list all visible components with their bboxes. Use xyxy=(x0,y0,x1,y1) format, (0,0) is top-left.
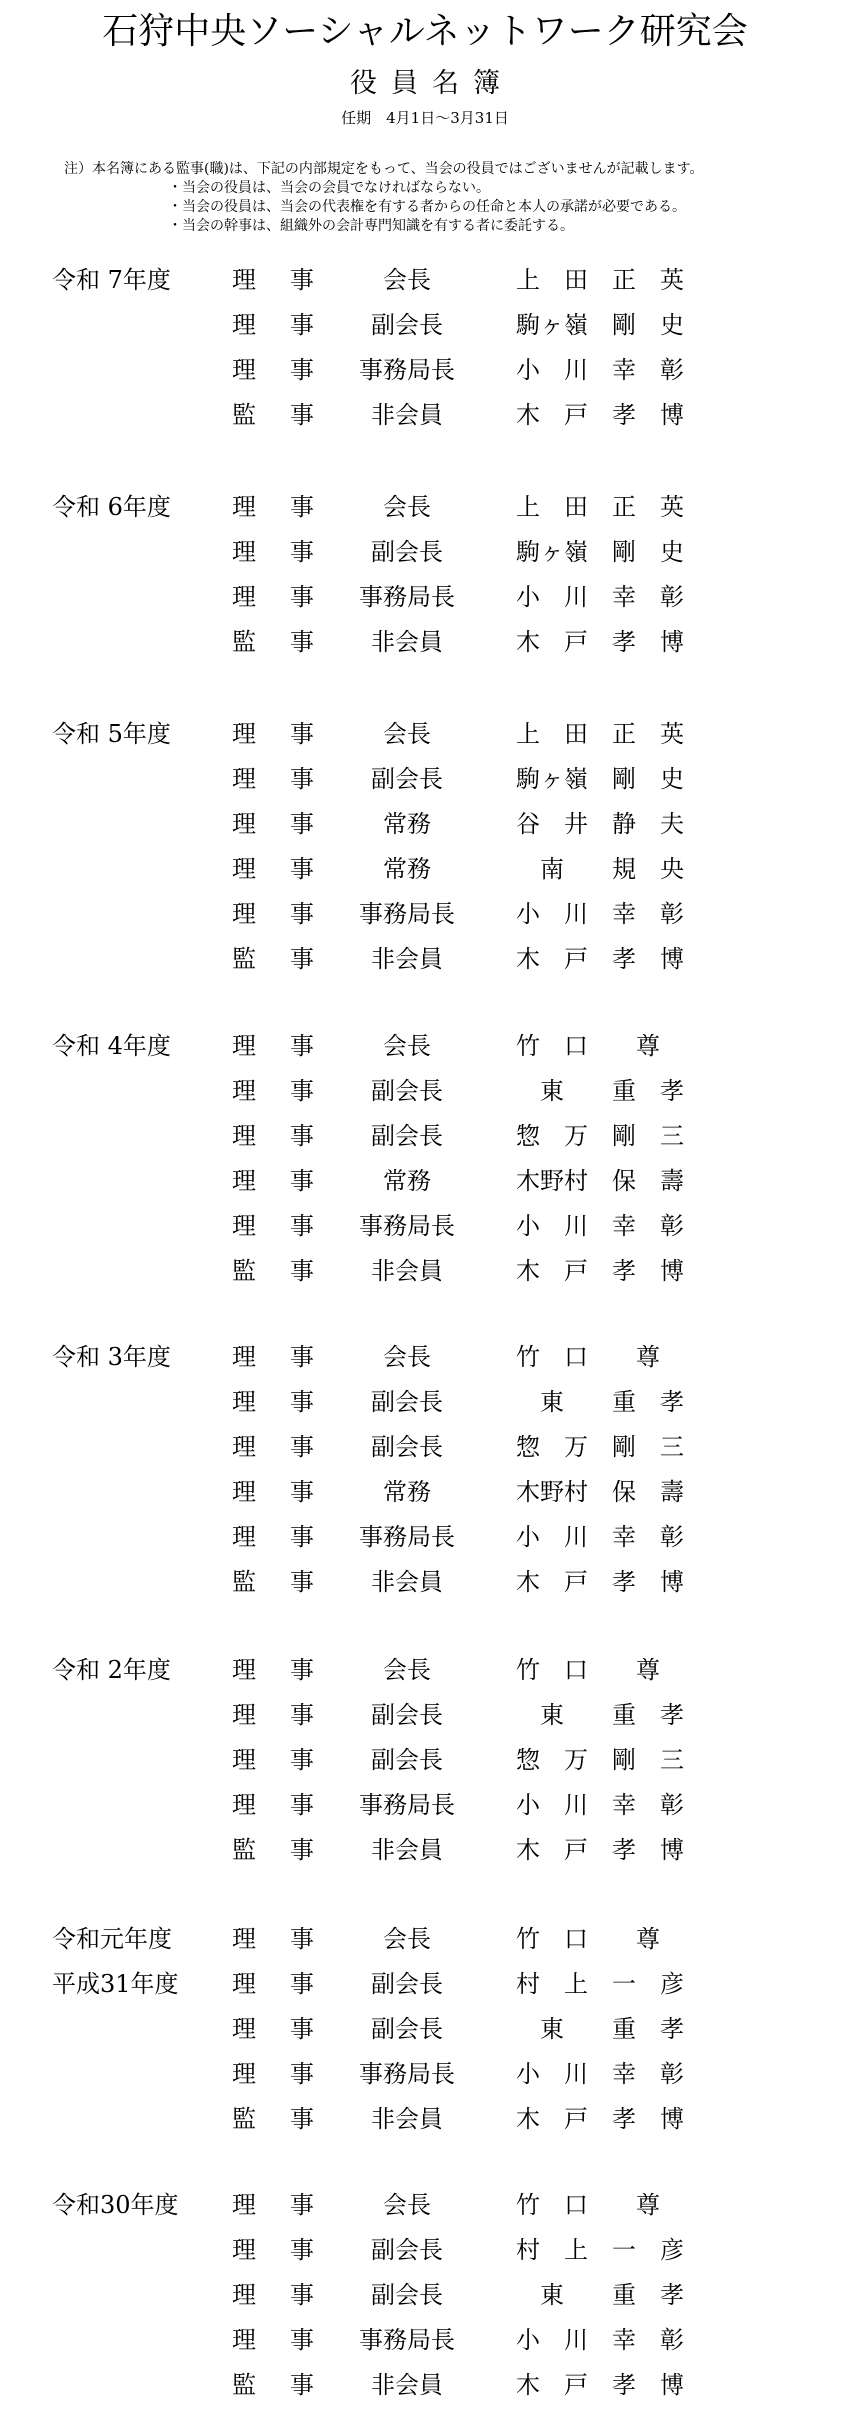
year-group xyxy=(0,485,850,665)
officer-role: 事務局長 xyxy=(359,1523,455,1551)
table-row xyxy=(0,1249,850,1294)
table-row xyxy=(0,2007,850,2052)
officer-name: 惣 万 剛 三 xyxy=(516,1122,684,1150)
officer-role: 副会長 xyxy=(371,1433,443,1461)
table-row xyxy=(0,530,850,575)
table-row xyxy=(0,1515,850,1560)
note-item: ・当会の幹事は、組織外の会計専門知識を有する者に委託する。 xyxy=(168,218,574,234)
table-row xyxy=(0,2052,850,2097)
year-label: 令和 7年度 xyxy=(52,266,171,294)
officer-role: 副会長 xyxy=(371,1122,443,1150)
table-row xyxy=(0,2273,850,2318)
officer-role: 副会長 xyxy=(371,538,443,566)
officer-name: 小 川 幸 彰 xyxy=(516,2060,684,2088)
officer-role: 非会員 xyxy=(371,401,443,429)
officer-name: 駒ヶ嶺 剛 史 xyxy=(516,538,684,566)
year-label: 令和 5年度 xyxy=(52,720,171,748)
position-title: 理事 xyxy=(232,720,314,748)
position-title: 理事 xyxy=(232,583,314,611)
table-row xyxy=(0,1380,850,1425)
table-row xyxy=(0,1917,850,1962)
position-title: 監事 xyxy=(232,2371,314,2399)
position-title: 理事 xyxy=(232,2236,314,2264)
officer-name: 惣 万 剛 三 xyxy=(516,1746,684,1774)
position-title: 理事 xyxy=(232,1433,314,1461)
officer-role: 常務 xyxy=(383,855,431,883)
officer-name: 小 川 幸 彰 xyxy=(516,356,684,384)
table-row xyxy=(0,2183,850,2228)
table-row xyxy=(0,712,850,757)
year-label: 平成31年度 xyxy=(52,1970,179,1998)
table-row xyxy=(0,1114,850,1159)
officer-role: 事務局長 xyxy=(359,900,455,928)
officer-name: 小 川 幸 彰 xyxy=(516,583,684,611)
year-group xyxy=(0,258,850,438)
year-label: 令和元年度 xyxy=(52,1925,172,1953)
officer-name: 南 規 央 xyxy=(516,855,684,883)
position-title: 理事 xyxy=(232,1478,314,1506)
officer-role: 会長 xyxy=(383,2191,431,2219)
table-row xyxy=(0,757,850,802)
table-row xyxy=(0,2318,850,2363)
officer-role: 事務局長 xyxy=(359,2060,455,2088)
position-title: 監事 xyxy=(232,1257,314,1285)
position-title: 理事 xyxy=(232,266,314,294)
officer-role: 非会員 xyxy=(371,2105,443,2133)
year-label: 令和 4年度 xyxy=(52,1032,171,1060)
officer-name: 木 戸 孝 博 xyxy=(516,1568,684,1596)
position-title: 理事 xyxy=(232,1791,314,1819)
officer-role: 常務 xyxy=(383,1167,431,1195)
year-label: 令和 2年度 xyxy=(52,1656,171,1684)
position-title: 理事 xyxy=(232,1388,314,1416)
table-row xyxy=(0,393,850,438)
year-group xyxy=(0,1917,850,2142)
year-group xyxy=(0,1335,850,1605)
officer-role: 事務局長 xyxy=(359,2326,455,2354)
position-title: 理事 xyxy=(232,356,314,384)
officer-role: 非会員 xyxy=(371,945,443,973)
officer-role: 副会長 xyxy=(371,1746,443,1774)
position-title: 理事 xyxy=(232,765,314,793)
position-title: 理事 xyxy=(232,810,314,838)
officer-name: 東 重 孝 xyxy=(516,2015,684,2043)
position-title: 理事 xyxy=(232,1970,314,1998)
table-row xyxy=(0,847,850,892)
officer-name: 竹 口 尊 xyxy=(516,1343,660,1371)
position-title: 理事 xyxy=(232,1167,314,1195)
officer-name: 東 重 孝 xyxy=(516,1701,684,1729)
officer-name: 村 上 一 彦 xyxy=(516,2236,684,2264)
officer-name: 惣 万 剛 三 xyxy=(516,1433,684,1461)
position-title: 理事 xyxy=(232,2191,314,2219)
position-title: 理事 xyxy=(232,1746,314,1774)
note-intro: 注）本名簿にある監事(職)は、下記の内部規定をもって、当会の役員ではございませんが記載します。 xyxy=(64,161,704,177)
table-row xyxy=(0,2097,850,2142)
officer-name: 木 戸 孝 博 xyxy=(516,945,684,973)
position-title: 理事 xyxy=(232,1925,314,1953)
table-row xyxy=(0,892,850,937)
officer-role: 事務局長 xyxy=(359,356,455,384)
officer-name: 小 川 幸 彰 xyxy=(516,1791,684,1819)
table-row xyxy=(0,1204,850,1249)
officer-name: 木 戸 孝 博 xyxy=(516,401,684,429)
officer-name: 木 戸 孝 博 xyxy=(516,628,684,656)
officer-role: 副会長 xyxy=(371,765,443,793)
officer-role: 会長 xyxy=(383,1925,431,1953)
position-title: 監事 xyxy=(232,401,314,429)
table-row xyxy=(0,1560,850,1605)
officer-role: 非会員 xyxy=(371,2371,443,2399)
officer-role: 常務 xyxy=(383,810,431,838)
officer-name: 上 田 正 英 xyxy=(516,266,684,294)
officer-role: 副会長 xyxy=(371,1970,443,1998)
officer-role: 副会長 xyxy=(371,1701,443,1729)
table-row xyxy=(0,348,850,393)
year-label: 令和 3年度 xyxy=(52,1343,171,1371)
position-title: 監事 xyxy=(232,1568,314,1596)
note-item: ・当会の役員は、当会の会員でなければならない。 xyxy=(168,180,490,196)
year-group xyxy=(0,2183,850,2408)
table-row xyxy=(0,2228,850,2273)
officer-name: 小 川 幸 彰 xyxy=(516,1212,684,1240)
position-title: 理事 xyxy=(232,2326,314,2354)
position-title: 監事 xyxy=(232,2105,314,2133)
officer-role: 副会長 xyxy=(371,2015,443,2043)
officer-name: 木 戸 孝 博 xyxy=(516,2371,684,2399)
position-title: 理事 xyxy=(232,311,314,339)
officer-role: 会長 xyxy=(383,493,431,521)
note-item: ・当会の役員は、当会の代表権を有する者からの任命と本人の承諾が必要である。 xyxy=(168,199,686,215)
position-title: 監事 xyxy=(232,945,314,973)
table-row xyxy=(0,258,850,303)
table-row xyxy=(0,620,850,665)
officer-role: 事務局長 xyxy=(359,583,455,611)
position-title: 監事 xyxy=(232,628,314,656)
officer-role: 会長 xyxy=(383,720,431,748)
officer-role: 非会員 xyxy=(371,1257,443,1285)
officer-role: 会長 xyxy=(383,1343,431,1371)
table-row xyxy=(0,1335,850,1380)
table-row xyxy=(0,1024,850,1069)
notes-block xyxy=(64,160,844,236)
position-title: 理事 xyxy=(232,2060,314,2088)
position-title: 理事 xyxy=(232,1032,314,1060)
officer-name: 木野村 保 壽 xyxy=(516,1167,684,1195)
year-group xyxy=(0,1648,850,1873)
position-title: 理事 xyxy=(232,1523,314,1551)
officer-role: 会長 xyxy=(383,1032,431,1060)
officer-role: 会長 xyxy=(383,1656,431,1684)
position-title: 監事 xyxy=(232,1836,314,1864)
officer-name: 東 重 孝 xyxy=(516,1388,684,1416)
officer-name: 竹 口 尊 xyxy=(516,1925,660,1953)
officer-name: 木 戸 孝 博 xyxy=(516,2105,684,2133)
officer-name: 竹 口 尊 xyxy=(516,1656,660,1684)
position-title: 理事 xyxy=(232,538,314,566)
table-row xyxy=(0,1693,850,1738)
position-title: 理事 xyxy=(232,1212,314,1240)
officer-role: 非会員 xyxy=(371,1568,443,1596)
position-title: 理事 xyxy=(232,1656,314,1684)
table-row xyxy=(0,802,850,847)
table-row xyxy=(0,1425,850,1470)
position-title: 理事 xyxy=(232,1122,314,1150)
officer-name: 木野村 保 壽 xyxy=(516,1478,684,1506)
position-title: 理事 xyxy=(232,1343,314,1371)
year-label: 令和30年度 xyxy=(52,2191,179,2219)
year-group xyxy=(0,712,850,982)
officer-name: 東 重 孝 xyxy=(516,2281,684,2309)
position-title: 理事 xyxy=(232,1077,314,1105)
officer-role: 事務局長 xyxy=(359,1791,455,1819)
officer-name: 小 川 幸 彰 xyxy=(516,2326,684,2354)
table-row xyxy=(0,1159,850,1204)
officer-name: 木 戸 孝 博 xyxy=(516,1836,684,1864)
officer-name: 小 川 幸 彰 xyxy=(516,900,684,928)
officer-name: 小 川 幸 彰 xyxy=(516,1523,684,1551)
officer-role: 副会長 xyxy=(371,2236,443,2264)
officer-name: 村 上 一 彦 xyxy=(516,1970,684,1998)
officer-role: 副会長 xyxy=(371,2281,443,2309)
position-title: 理事 xyxy=(232,900,314,928)
table-row xyxy=(0,2363,850,2408)
year-group xyxy=(0,1024,850,1294)
position-title: 理事 xyxy=(232,1701,314,1729)
officer-role: 非会員 xyxy=(371,628,443,656)
table-row xyxy=(0,1648,850,1693)
term-of-office: 任期 4月1日～3月31日 xyxy=(341,109,509,127)
officer-role: 副会長 xyxy=(371,1077,443,1105)
position-title: 理事 xyxy=(232,855,314,883)
table-row xyxy=(0,485,850,530)
page-subtitle: 役員名簿 xyxy=(350,68,514,99)
table-row xyxy=(0,575,850,620)
table-row xyxy=(0,1470,850,1515)
year-label: 令和 6年度 xyxy=(52,493,171,521)
officer-name: 東 重 孝 xyxy=(516,1077,684,1105)
table-row xyxy=(0,937,850,982)
position-title: 理事 xyxy=(232,2015,314,2043)
officer-name: 上 田 正 英 xyxy=(516,720,684,748)
officer-role: 会長 xyxy=(383,266,431,294)
table-row xyxy=(0,1962,850,2007)
officer-name: 竹 口 尊 xyxy=(516,1032,660,1060)
table-row xyxy=(0,303,850,348)
officer-name: 谷 井 静 夫 xyxy=(516,810,684,838)
officer-name: 木 戸 孝 博 xyxy=(516,1257,684,1285)
officer-name: 駒ヶ嶺 剛 史 xyxy=(516,765,684,793)
table-row xyxy=(0,1069,850,1114)
officer-role: 事務局長 xyxy=(359,1212,455,1240)
position-title: 理事 xyxy=(232,2281,314,2309)
page-title: 石狩中央ソーシャルネットワーク研究会 xyxy=(102,11,748,52)
position-title: 理事 xyxy=(232,493,314,521)
table-row xyxy=(0,1828,850,1873)
officer-role: 副会長 xyxy=(371,1388,443,1416)
officer-name: 竹 口 尊 xyxy=(516,2191,660,2219)
table-row xyxy=(0,1738,850,1783)
officer-role: 常務 xyxy=(383,1478,431,1506)
officer-name: 駒ヶ嶺 剛 史 xyxy=(516,311,684,339)
officer-role: 非会員 xyxy=(371,1836,443,1864)
table-row xyxy=(0,1783,850,1828)
officer-role: 副会長 xyxy=(371,311,443,339)
officer-name: 上 田 正 英 xyxy=(516,493,684,521)
